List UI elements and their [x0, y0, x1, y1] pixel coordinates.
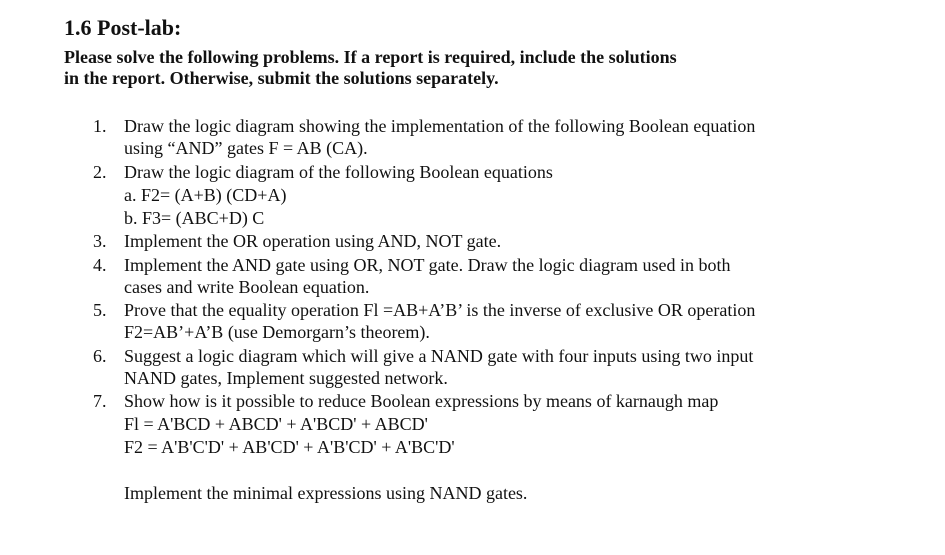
problem-4-number: 4.: [93, 255, 107, 275]
problem-4-line-2: cases and write Boolean equation.: [124, 277, 370, 297]
problem-1-number: 1.: [93, 116, 107, 136]
problem-6-number: 6.: [93, 346, 107, 366]
problem-2-number: 2.: [93, 162, 107, 182]
problem-2-line-1: Draw the logic diagram of the following Boolean equations: [124, 162, 553, 182]
problem-5-line-1: Prove that the equality operation Fl =AB+A’B’ is the inverse of exclusive OR operation: [124, 300, 756, 320]
problem-1-line-1: Draw the logic diagram showing the implementation of the following Boolean equation: [124, 116, 756, 136]
problem-7-number: 7.: [93, 391, 107, 411]
instructions-line-1: Please solve the following problems. If a report is required, include the solutions: [64, 47, 677, 67]
problem-7-line-1: Show how is it possible to reduce Boolean expressions by means of karnaugh map: [124, 391, 719, 411]
problem-1-line-2: using “AND” gates F = AB (CA).: [124, 138, 368, 158]
closing-instruction: Implement the minimal expressions using NAND gates.: [124, 483, 528, 503]
section-heading: 1.6 Post-lab:: [64, 15, 182, 40]
problem-5-line-2: F2=AB’+A’B (use Demorgarn’s theorem).: [124, 322, 430, 342]
instructions-line-2: in the report. Otherwise, submit the solutions separately.: [64, 68, 499, 88]
problem-6-line-2: NAND gates, Implement suggested network.: [124, 368, 448, 388]
problem-2-part-a: a. F2= (A+B) (CD+A): [124, 185, 287, 205]
problem-7-expression-f2: F2 = A'B'C'D' + AB'CD' + A'B'CD' + A'BC'D': [124, 437, 455, 457]
problem-3-line-1: Implement the OR operation using AND, NOT gate.: [124, 231, 502, 251]
problem-4-line-1: Implement the AND gate using OR, NOT gate. Draw the logic diagram used in both: [124, 255, 731, 275]
problem-5-number: 5.: [93, 300, 107, 320]
problem-7-expression-f1: Fl = A'BCD + ABCD' + A'BCD' + ABCD': [124, 414, 428, 434]
problem-3-number: 3.: [93, 231, 107, 251]
problem-6-line-1: Suggest a logic diagram which will give a NAND gate with four inputs using two input: [124, 346, 754, 366]
problem-2-part-b: b. F3= (ABC+D) C: [124, 208, 265, 228]
